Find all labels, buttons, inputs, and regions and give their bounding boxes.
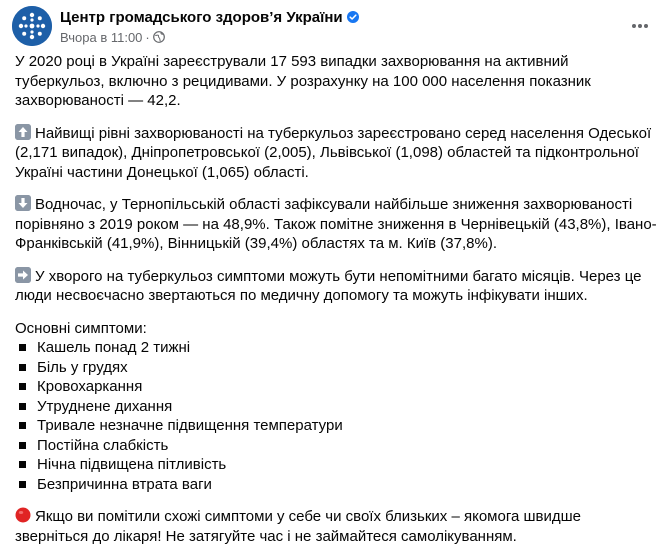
separator-dot: · (145, 29, 150, 45)
highest-rates-paragraph (15, 124, 657, 183)
highest-rates-text: Найвищі рівні захворюваності на туберкульоз зареєстровано серед населення Одеської (2,171 випадок), Дніпропетровської (2,005), Львівської (1,098) областей та підконтрольної Україні частини Донецької (1,065) області. (15, 124, 652, 181)
symptom-item (15, 455, 657, 475)
square-bullet-icon (19, 422, 26, 429)
symptom-item (15, 475, 657, 495)
symptom-item (15, 397, 657, 417)
square-bullet-icon (19, 461, 26, 468)
author-row (60, 7, 359, 27)
square-bullet-icon (19, 403, 26, 410)
decrease-paragraph (15, 195, 657, 254)
square-bullet-icon (19, 442, 26, 449)
call-to-action-text: Якщо ви помітили схожі симптоми у себе чи своїх близьких – якомога швидше зверніться до лікаря! Не затягуйте час і не займайтеся самолікуванням. (15, 508, 581, 545)
page-avatar[interactable] (12, 6, 52, 46)
unnoticed-text: У хворого на туберкульоз симптоми можуть бути непомітними багато місяців. Через це люди несвоєчасно звертаються по медичну допомогу та можуть інфікувати інших. (15, 267, 642, 304)
symptom-item (15, 358, 657, 378)
symptom-text: Безпричинна втрата ваги (37, 475, 212, 493)
symptoms-list (15, 338, 657, 494)
symptom-item (15, 377, 657, 397)
down-arrow-emoji-icon (15, 195, 31, 211)
symptom-text: Нічна підвищена пітливість (37, 456, 227, 473)
symptoms-title: Основні симптоми: (15, 319, 147, 337)
symptom-text: Кашель понад 2 тижні (37, 339, 191, 356)
red-circle-emoji-icon (15, 507, 31, 523)
up-arrow-emoji-icon (15, 124, 31, 140)
phc-logo-icon (12, 6, 52, 46)
more-options-button[interactable] (624, 10, 656, 42)
symptom-text: Тривале незначне підвищення температури (37, 417, 343, 434)
symptom-item (15, 416, 657, 436)
square-bullet-icon (19, 364, 26, 371)
unnoticed-paragraph (15, 267, 657, 306)
post-header (12, 6, 656, 46)
more-horizontal-icon (630, 16, 650, 36)
square-bullet-icon (19, 383, 26, 390)
symptom-text: Біль у грудях (37, 358, 128, 376)
post-meta (60, 7, 359, 45)
symptom-text: Кровохаркання (37, 378, 143, 395)
symptom-text: Постійна слабкість (37, 436, 169, 454)
decrease-text: Водночас, у Тернопільській області зафіксували найбільше зниження захворюваності порівняно з 2019 роком — на 48,9%. Також помітне зниження в Чернівецькій (43,8%), Івано-Франківській (41,9%), Вінницькій (39,4%) областях та м. Київ (37,8%). (15, 196, 657, 252)
symptom-item (15, 436, 657, 456)
symptom-text: Утруднене дихання (37, 397, 173, 415)
post-body (15, 52, 657, 546)
post-timestamp-link[interactable]: Вчора в 11:00 (60, 29, 143, 45)
post-subline (60, 29, 359, 45)
page-name-link[interactable]: Центр громадського здоров’я України (60, 8, 343, 26)
right-arrow-emoji-icon (15, 267, 31, 283)
symptoms-section (15, 319, 657, 495)
intro-paragraph: У 2020 році в Україні зареєстрували 17 593 випадки захворювання на активний туберкульоз, включно з рецидивами. У розрахунку на 100 000 населення показник захворюваності — 42,2. (15, 53, 591, 109)
square-bullet-icon (19, 481, 26, 488)
verified-badge-icon (347, 11, 359, 23)
square-bullet-icon (19, 344, 26, 351)
symptom-item (15, 338, 657, 358)
call-to-action-paragraph (15, 507, 657, 546)
globe-icon[interactable] (153, 31, 165, 43)
